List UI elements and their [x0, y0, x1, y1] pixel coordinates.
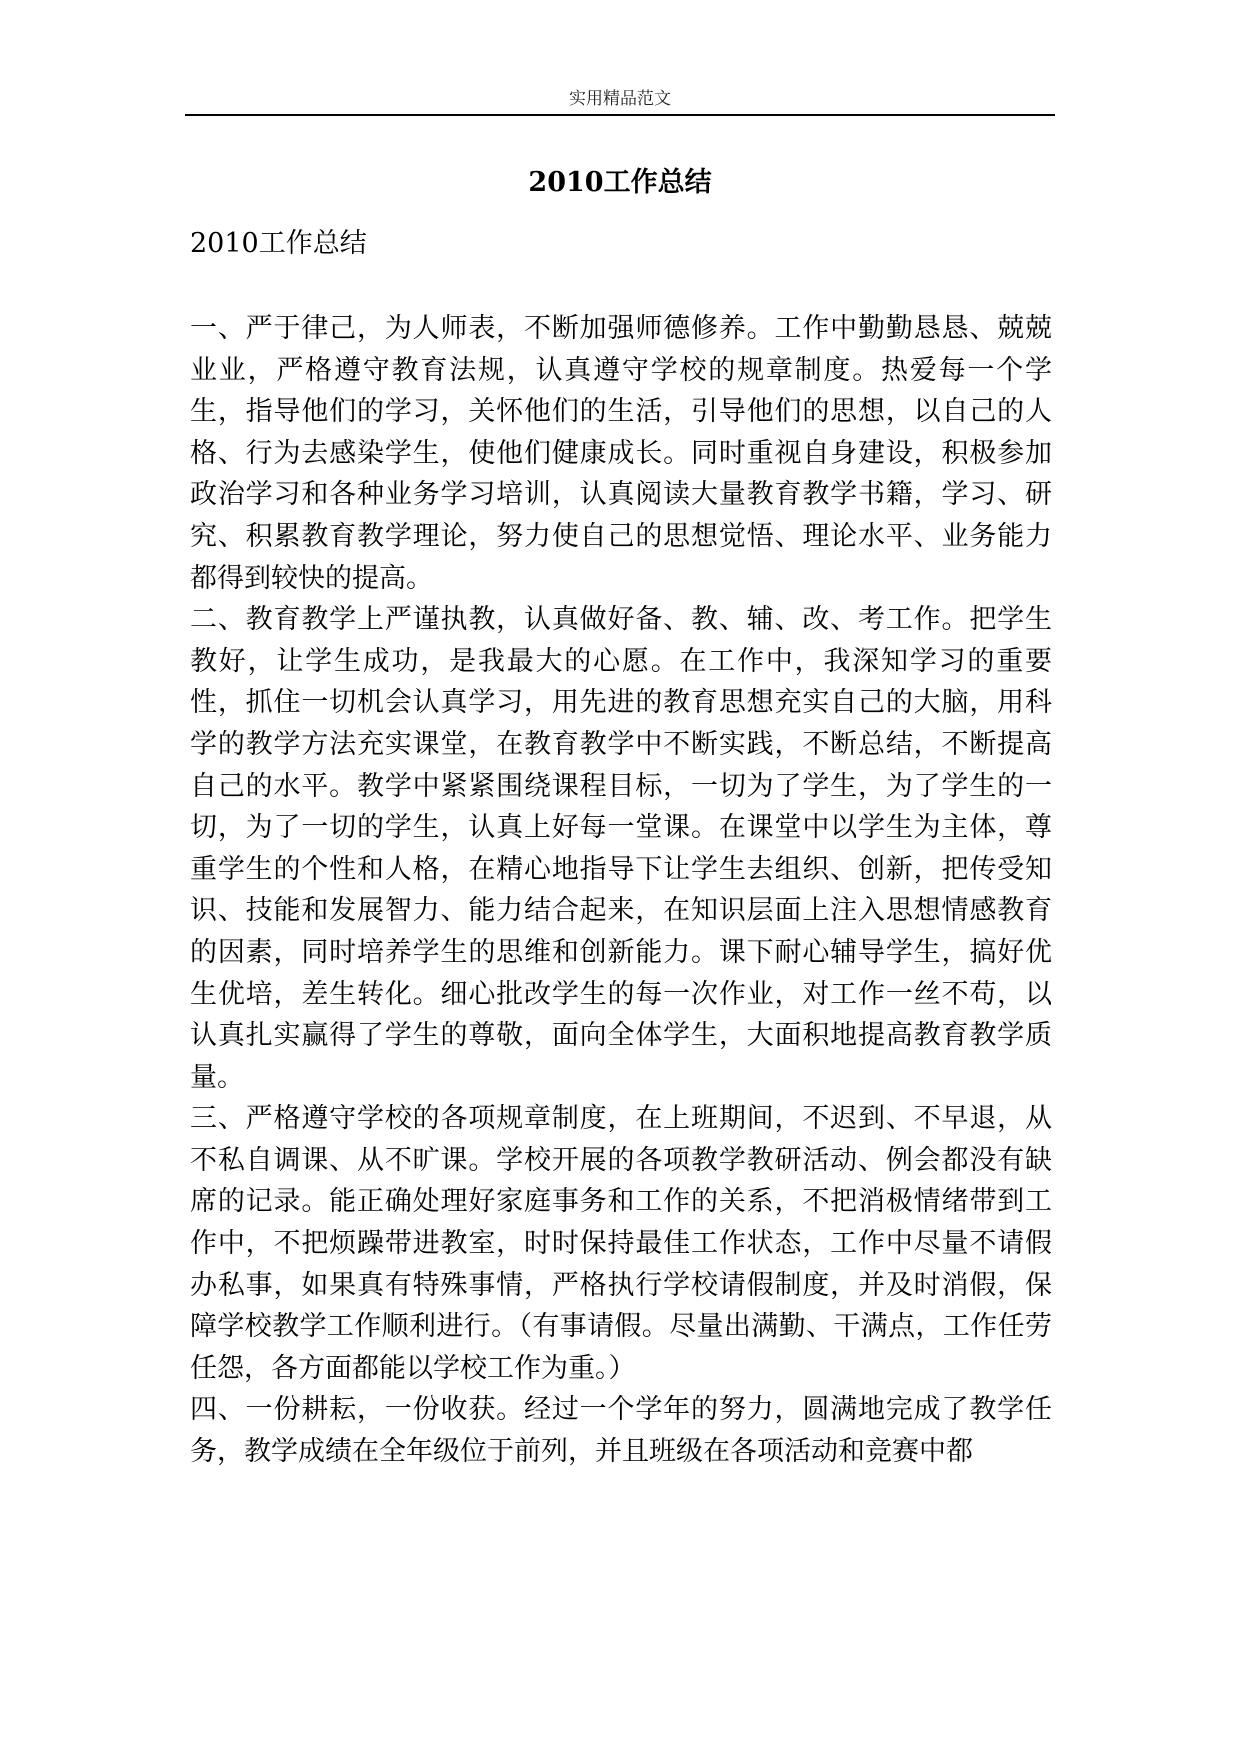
document-title: 2010工作总结	[528, 167, 712, 198]
document-subtitle: 2010工作总结	[190, 228, 367, 259]
paragraph-4: 四、一份耕耘，一份收获。经过一个学年的努力，圆满地完成了教学任务，教学成绩在全年级位于前列，并且班级在各项活动和竞赛中都	[190, 1394, 1052, 1468]
header-divider	[185, 114, 1055, 116]
paragraph-3: 三、严格遵守学校的各项规章制度，在上班期间，不迟到、不早退，从不私自调课、从不旷课。学校开展的各项教学教研活动、例会都没有缺席的记录。能正确处理好家庭事务和工作的关系，不把消极情绪带到工作中，不把烦躁带进教室，时时保持最佳工作状态，工作中尽量不请假办私事，如果真有特殊事情，严格执行学校请假制度，并及时消假，保障学校教学工作顺利进行。（有事请假。尽量出满勤、干满点，工作任劳任怨，各方面都能以学校工作为重。）	[190, 1103, 1052, 1384]
paragraph-2: 二、教育教学上严谨执教，认真做好备、教、辅、改、考工作。把学生教好，让学生成功，是我最大的心愿。在工作中，我深知学习的重要性，抓住一切机会认真学习，用先进的教育思想充实自己的大脑，用科学的教学方法充实课堂，在教育教学中不断实践，不断总结，不断提高自己的水平。教学中紧紧围绕课程目标，一切为了学生，为了学生的一切，为了一切的学生，认真上好每一堂课。在课堂中以学生为主体，尊重学生的个性和人格，在精心地指导下让学生去组织、创新，把传受知识、技能和发展智力、能力结合起来，在知识层面上注入思想情感教育的因素，同时培养学生的思维和创新能力。课下耐心辅导学生，搞好优生优培，差生转化。细心批改学生的每一次作业，对工作一丝不苟，以认真扎实赢得了学生的尊敬，面向全体学生，大面积地提高教育教学质量。	[190, 604, 1052, 1093]
document-body	[190, 308, 1052, 1473]
page-header: 实用精品范文	[569, 89, 671, 109]
paragraph-1: 一、严于律己，为人师表，不断加强师德修养。工作中勤勤恳恳、兢兢业业，严格遵守教育法规，认真遵守学校的规章制度。热爱每一个学生，指导他们的学习，关怀他们的生活，引导他们的思想，以自己的人格、行为去感染学生，使他们健康成长。同时重视自身建设，积极参加政治学习和各种业务学习培训，认真阅读大量教育教学书籍，学习、研究、积累教育教学理论，努力使自己的思想觉悟、理论水平、业务能力都得到较快的提高。	[190, 313, 1052, 594]
